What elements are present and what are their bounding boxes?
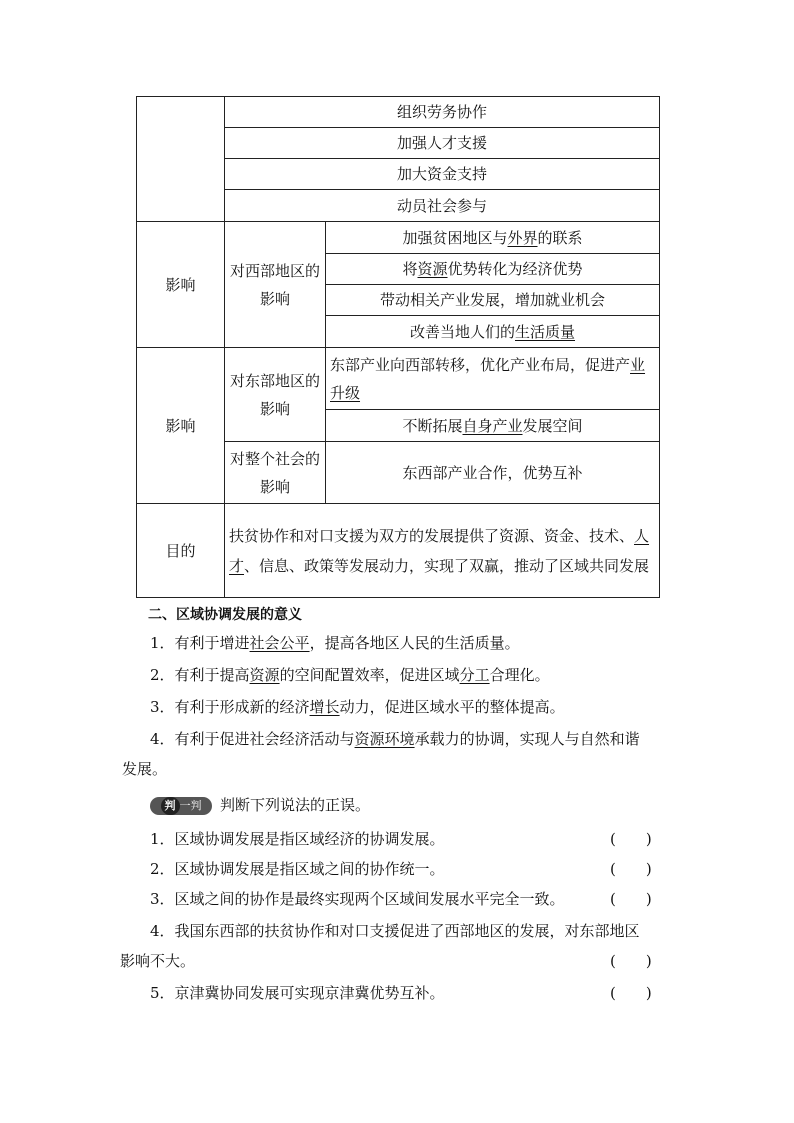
table-sub-label: 对东部地区的影响 [225,348,326,442]
judge-item: 5．京津冀协同发展可实现京津冀优势互补。 [150,984,445,1002]
table-cell: 带动相关产业发展，增加就业机会 [326,285,660,316]
table-cell: 将资源优势转化为经济优势 [326,254,660,285]
judge-badge: 判 一判 [150,797,212,815]
table-row-label: 目的 [137,504,225,598]
judge-item: 2．区域协调发展是指区域之间的协作统一。 [150,860,445,878]
judge-item: 3．区域之间的协作是最终实现两个区域间发展水平完全一致。 [150,890,565,908]
judge-header [150,790,370,820]
table-row-label: 影响 [137,348,225,504]
table-cell: 东西部产业合作，优势互补 [326,442,660,504]
list-item: 2．有利于提高资源的空间配置效率，促进区域分工合理化。 [150,666,550,684]
table-cell: 东部产业向西部转移，优化产业布局，促进产业升级 [326,348,660,410]
section-title: 二、区域协调发展的意义 [148,607,302,623]
list-item-continuation: 发展。 [122,760,168,778]
list-item: 4．有利于促进社会经济活动与资源环境承载力的协调，实现人与自然和谐 [150,730,640,748]
table-cell-empty [137,97,225,222]
table-cell: 改善当地人们的生活质量 [326,316,660,348]
table-cell: 组织劳务协作 [225,97,660,128]
table-cell: 加强人才支援 [225,128,660,159]
list-item: 3．有利于形成新的经济增长动力，促进区域水平的整体提高。 [150,698,565,716]
table-cell: 扶贫协作和对口支援为双方的发展提供了资源、资金、技术、人才、信息、政策等发展动力，实现了双赢，推动了区域共同发展 [225,504,660,598]
summary-table [136,96,660,598]
table-sub-label: 对整个社会的影响 [225,442,326,504]
table-cell: 动员社会参与 [225,190,660,222]
judge-item: 1．区域协调发展是指区域经济的协调发展。 [150,830,445,848]
answer-parens[interactable]: ( ) [610,984,652,1002]
judge-instruction: 判断下列说法的正误。 [220,796,371,814]
judge-item-continuation: 影响不大。 [120,952,196,970]
list-item: 1．有利于增进社会公平，提高各地区人民的生活质量。 [150,634,520,652]
answer-parens[interactable]: ( ) [610,890,652,908]
table-cell: 加大资金支持 [225,159,660,190]
answer-parens[interactable]: ( ) [610,952,652,970]
judge-item: 4．我国东西部的扶贫协作和对口支援促进了西部地区的发展，对东部地区 [150,922,640,940]
table-row-label: 影响 [137,222,225,348]
answer-parens[interactable]: ( ) [610,860,652,878]
answer-parens[interactable]: ( ) [610,830,652,848]
table-sub-label: 对西部地区的影响 [225,222,326,348]
table-cell: 不断拓展自身产业发展空间 [326,410,660,442]
table-cell: 加强贫困地区与外界的联系 [326,222,660,254]
